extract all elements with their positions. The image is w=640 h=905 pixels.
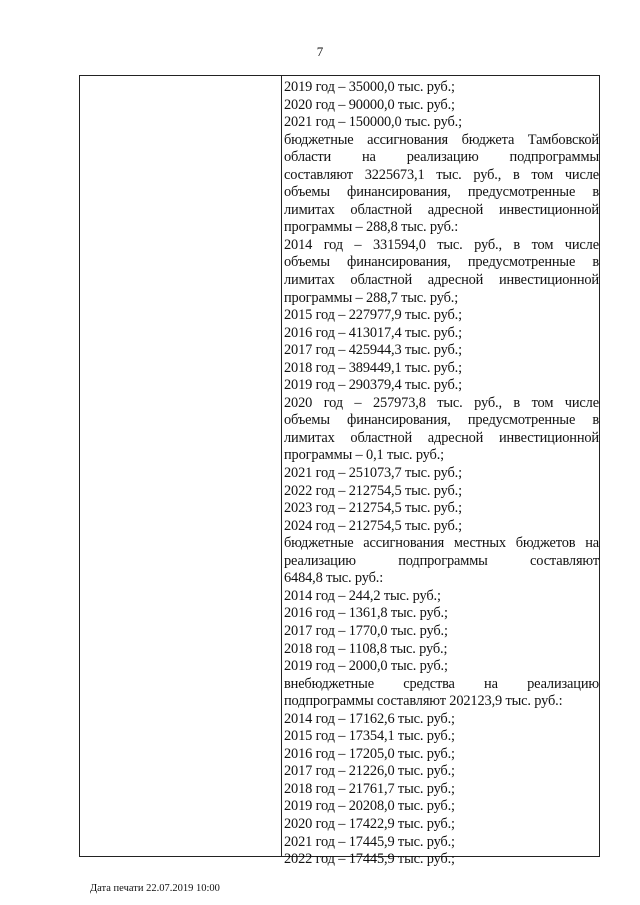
text-line: 2019 год – 2000,0 тыс. руб.; bbox=[284, 658, 448, 675]
word: финансирования, bbox=[347, 254, 451, 271]
text-line: программы – 0,1 тыс. руб.; bbox=[284, 447, 445, 464]
word: финансирования, bbox=[347, 184, 451, 201]
word: адресной bbox=[427, 201, 484, 218]
word: бюджета bbox=[461, 131, 515, 148]
text-line: 2014 год – 244,2 тыс. руб.; bbox=[284, 587, 441, 604]
text-line bbox=[284, 149, 599, 167]
word: реализацию bbox=[527, 675, 599, 692]
word: составляют bbox=[284, 166, 353, 183]
text-line: 2018 год – 389449,1 тыс. руб.; bbox=[284, 359, 462, 376]
word: в bbox=[513, 236, 521, 253]
word: на bbox=[361, 149, 376, 166]
word: на bbox=[484, 675, 498, 692]
text-line: 2019 год – 290379,4 тыс. руб.; bbox=[284, 377, 462, 394]
text-line bbox=[284, 676, 599, 694]
word: в bbox=[592, 254, 599, 271]
text-line: подпрограммы составляют 202123,9 тыс. руб.: bbox=[284, 693, 563, 710]
text-line: 2019 год – 35000,0 тыс. руб.; bbox=[284, 79, 455, 95]
word: предусмотренные bbox=[467, 184, 576, 201]
text-line bbox=[284, 395, 599, 413]
word: адресной bbox=[427, 272, 484, 289]
text-line: 2016 год – 1361,8 тыс. руб.; bbox=[284, 605, 448, 622]
text-line: 2017 год – 425944,3 тыс. руб.; bbox=[284, 342, 462, 359]
word: областной bbox=[350, 201, 413, 218]
word: лимитах bbox=[284, 201, 335, 218]
word: в bbox=[592, 184, 599, 201]
word: средства bbox=[403, 675, 455, 692]
word: Тамбовской bbox=[527, 131, 599, 148]
word: руб., bbox=[474, 394, 502, 411]
word: областной bbox=[350, 429, 413, 446]
word: 3225673,1 bbox=[364, 166, 425, 183]
funding-table bbox=[79, 75, 600, 868]
word: подпрограммы bbox=[509, 149, 599, 166]
text-line: 2020 год – 90000,0 тыс. руб.; bbox=[284, 96, 455, 113]
text-line: программы – 288,7 тыс. руб.; bbox=[284, 289, 459, 306]
text-line: 2016 год – 17205,0 тыс. руб.; bbox=[284, 745, 455, 762]
word: инвестиционной bbox=[498, 272, 599, 289]
text-line: 2021 год – 251073,7 тыс. руб.; bbox=[284, 465, 462, 482]
word: подпрограммы bbox=[398, 552, 488, 569]
word: предусмотренные bbox=[467, 412, 576, 429]
word: числе bbox=[564, 394, 599, 411]
print-date-footer: Дата печати 22.07.2019 10:00 bbox=[90, 883, 220, 894]
text-line bbox=[284, 272, 599, 290]
word: бюджетов bbox=[515, 535, 576, 552]
word: руб., bbox=[474, 236, 502, 253]
word: реализацию bbox=[406, 149, 479, 166]
text-line: 2024 год – 212754,5 тыс. руб.; bbox=[284, 517, 462, 534]
word: тыс. bbox=[437, 394, 463, 411]
text-line bbox=[284, 237, 599, 255]
text-line: 2018 год – 1108,8 тыс. руб.; bbox=[284, 640, 448, 657]
word: том bbox=[531, 166, 554, 183]
word: инвестиционной bbox=[498, 429, 599, 446]
word: ассигнования bbox=[363, 535, 445, 552]
word: руб., bbox=[473, 166, 502, 183]
text-line: 2015 год – 227977,9 тыс. руб.; bbox=[284, 307, 462, 324]
word: финансирования, bbox=[347, 412, 451, 429]
word: инвестиционной bbox=[498, 201, 599, 218]
text-line: 2022 год – 212754,5 тыс. руб.; bbox=[284, 482, 462, 499]
text-line: 2017 год – 1770,0 тыс. руб.; bbox=[284, 622, 448, 639]
word: предусмотренные bbox=[467, 254, 576, 271]
word: 2014 bbox=[284, 236, 313, 253]
text-line: 2014 год – 17162,6 тыс. руб.; bbox=[284, 710, 455, 727]
text-line bbox=[284, 430, 599, 448]
text-line: 2016 год – 413017,4 тыс. руб.; bbox=[284, 324, 462, 341]
word: в bbox=[512, 166, 520, 183]
text-line: 6484,8 тыс. руб.: bbox=[284, 570, 384, 587]
text-line: 2022 год – 17445,9 тыс. руб.; bbox=[284, 851, 455, 868]
text-line: 2017 год – 21226,0 тыс. руб.; bbox=[284, 763, 455, 780]
word: объемы bbox=[284, 254, 330, 271]
word: бюджетные bbox=[284, 535, 354, 552]
word: том bbox=[531, 236, 554, 253]
word: 331594,0 bbox=[372, 236, 426, 253]
text-line: 2018 год – 21761,7 тыс. руб.; bbox=[284, 780, 455, 797]
word: 257973,8 bbox=[372, 394, 426, 411]
column-divider bbox=[281, 76, 282, 856]
word: том bbox=[531, 394, 554, 411]
word: числе bbox=[564, 166, 599, 183]
text-line bbox=[284, 535, 599, 553]
page-number: 7 bbox=[316, 44, 324, 59]
word: 2020 bbox=[284, 394, 313, 411]
text-line bbox=[284, 132, 599, 150]
text-line: 2020 год – 17422,9 тыс. руб.; bbox=[284, 815, 455, 832]
word: составляют bbox=[530, 552, 599, 569]
word: местных bbox=[453, 535, 506, 552]
word: на bbox=[585, 535, 599, 552]
word: области bbox=[284, 149, 332, 166]
word: год bbox=[323, 394, 343, 411]
text-line bbox=[284, 254, 599, 272]
text-line: 2021 год – 150000,0 тыс. руб.; bbox=[284, 114, 462, 131]
word: в bbox=[592, 412, 599, 429]
word: бюджетные bbox=[284, 131, 354, 148]
text-line bbox=[284, 553, 599, 571]
text-line: 2019 год – 20208,0 тыс. руб.; bbox=[284, 798, 455, 815]
text-line: программы – 288,8 тыс. руб.: bbox=[284, 219, 459, 236]
word: тыс. bbox=[436, 166, 462, 183]
text-line bbox=[284, 184, 599, 202]
word: внебюджетные bbox=[284, 675, 374, 692]
word: лимитах bbox=[284, 429, 335, 446]
word: лимитах bbox=[284, 272, 335, 289]
text-line: 2023 год – 212754,5 тыс. руб.; bbox=[284, 500, 462, 517]
word: – bbox=[354, 236, 362, 253]
word: реализацию bbox=[284, 552, 356, 569]
word: год bbox=[323, 236, 343, 253]
word: объемы bbox=[284, 412, 330, 429]
text-line: 2015 год – 17354,1 тыс. руб.; bbox=[284, 728, 455, 745]
word: числе bbox=[564, 236, 599, 253]
word: областной bbox=[350, 272, 413, 289]
word: объемы bbox=[284, 184, 330, 201]
word: ассигнования bbox=[367, 131, 448, 148]
word: тыс. bbox=[437, 236, 463, 253]
funding-cell bbox=[284, 79, 599, 869]
text-line bbox=[284, 167, 599, 185]
word: в bbox=[513, 394, 521, 411]
text-line bbox=[284, 412, 599, 430]
text-line: 2021 год – 17445,9 тыс. руб.; bbox=[284, 833, 455, 850]
word: адресной bbox=[427, 429, 484, 446]
text-line bbox=[284, 202, 599, 220]
word: – bbox=[354, 394, 362, 411]
